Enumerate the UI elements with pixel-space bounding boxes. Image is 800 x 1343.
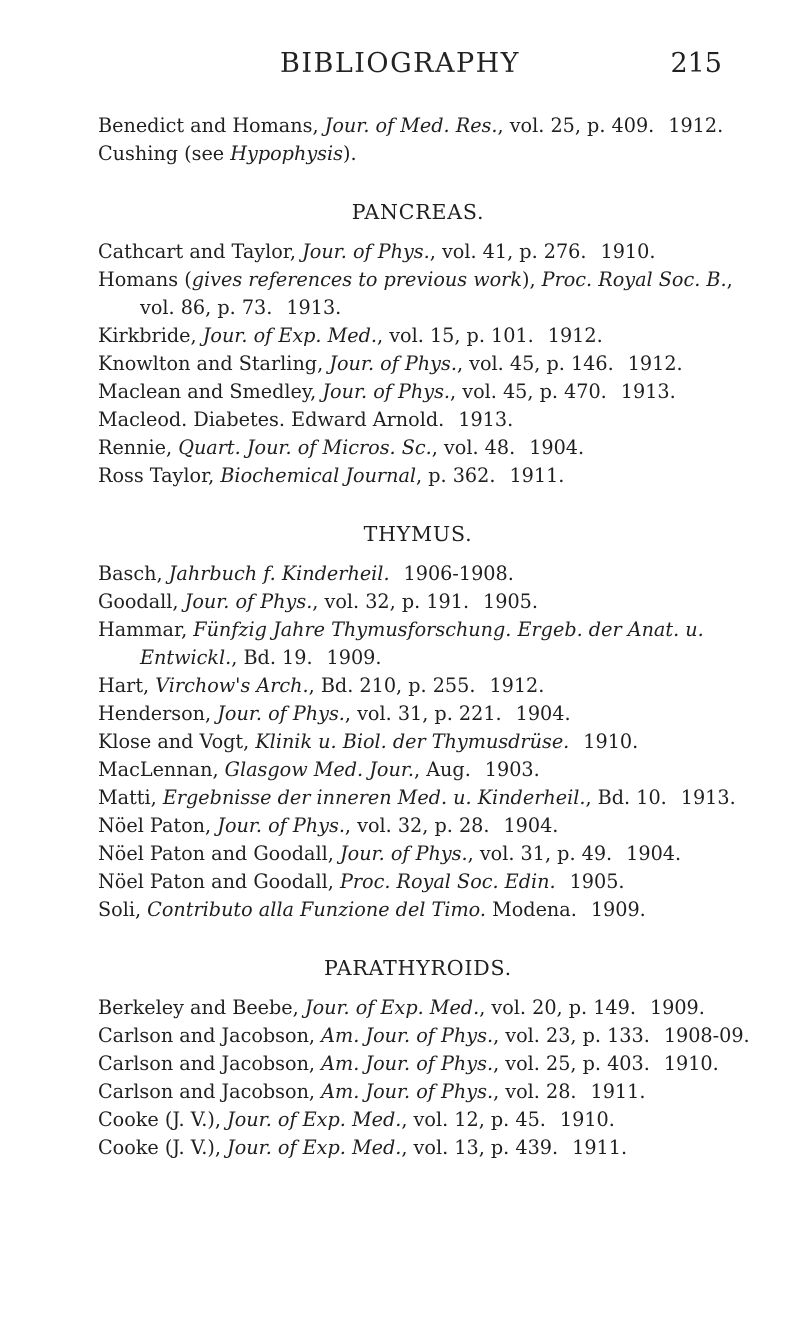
page-number: 215 — [670, 48, 722, 79]
entry-title: Hypophysis — [230, 142, 343, 165]
entry-author: Nöel Paton, — [98, 814, 218, 837]
bibliography-entry — [98, 406, 738, 434]
entry-title: Jour. of Exp. Med. — [227, 1136, 402, 1159]
entry-author: Maclean and Smedley, — [98, 380, 323, 403]
entry-year: 1913. — [458, 408, 514, 431]
bibliography-entry — [98, 868, 738, 896]
entry-title: Am. Jour. of Phys. — [321, 1024, 494, 1047]
section-heading: PANCREAS. — [351, 200, 485, 224]
bibliography-entry — [98, 840, 738, 868]
entry-year: 1904. — [515, 702, 571, 725]
entry-title: Jour. of Phys. — [329, 352, 457, 375]
bibliography-entry — [98, 112, 738, 140]
bibliography-entry — [98, 322, 738, 350]
bibliography-entry — [98, 784, 738, 812]
entry-author: Henderson, — [98, 702, 218, 725]
entry-author: Knowlton and Starling, — [98, 352, 330, 375]
entry-author: Soli, — [98, 898, 148, 921]
entry-author: Ross Taylor, — [98, 464, 221, 487]
bibliography-entry — [98, 756, 738, 784]
entry-detail: , vol. 32, p. 28. — [344, 814, 490, 837]
bibliography-entry — [98, 378, 738, 406]
bibliography-entry — [98, 350, 738, 378]
entry-title: Jour. of Phys. — [339, 842, 468, 865]
bibliography-entry — [98, 560, 738, 588]
entry-author: Cathcart and Taylor, — [98, 240, 303, 263]
entry-title: Jour. of Phys. — [322, 380, 451, 403]
entry-author: Kirkbride, — [98, 324, 203, 347]
bibliography-entry — [98, 1134, 738, 1162]
entry-author: Carlson and Jacobson, — [98, 1080, 322, 1103]
bibliography-content — [98, 112, 750, 1162]
entry-year: 1905. — [483, 590, 538, 613]
entry-year: 1904. — [529, 436, 585, 459]
entry-year: 1913. — [286, 296, 342, 319]
entry-author: Berkeley and Beebe, — [98, 996, 305, 1019]
entry-year: 1909. — [326, 646, 382, 669]
entry-detail: , vol. 25, p. 403. — [493, 1052, 650, 1075]
entry-title: Proc. Royal Soc. B. — [541, 268, 727, 291]
entry-detail: , Bd. 19. — [231, 646, 313, 669]
entry-detail: , vol. 20, p. 149. — [479, 996, 636, 1019]
entry-title: Quart. Jour. of Micros. Sc. — [178, 436, 432, 459]
bibliography-entry — [98, 700, 738, 728]
running-title: BIBLIOGRAPHY — [279, 48, 520, 79]
entry-detail: , vol. 28. — [493, 1080, 577, 1103]
entry-detail: ), — [521, 268, 542, 291]
entry-detail: , vol. 23, p. 133. — [493, 1024, 650, 1047]
entry-detail: , Bd. 10. — [585, 786, 667, 809]
entry-year: 1910. — [663, 1052, 719, 1075]
entry-author: Hart, — [98, 674, 156, 697]
entry-author: Rennie, — [98, 436, 179, 459]
entry-title: Am. Jour. of Phys. — [321, 1052, 494, 1075]
entry-author: Basch, — [98, 562, 169, 585]
entry-year: 1912. — [627, 352, 683, 375]
entry-author: Cooke (J. V.), — [98, 1136, 228, 1159]
entry-year: 1905. — [569, 870, 625, 893]
entry-title: Jour. of Phys. — [302, 240, 430, 263]
entry-title: Fünfzig Jahre Thymusforschung. Ergeb. der Anat. u. — [193, 618, 704, 641]
entry-author: Nöel Paton and Goodall, — [98, 870, 340, 893]
bibliography-entry — [98, 1106, 738, 1134]
entry-detail: , vol. 31, p. 49. — [467, 842, 613, 865]
entry-author: MacLennan, — [98, 758, 225, 781]
entry-author: Nöel Paton and Goodall, — [98, 842, 340, 865]
entry-continuation — [98, 644, 738, 672]
entry-year: 1912. — [547, 324, 603, 347]
entry-year: 1904. — [503, 814, 559, 837]
entry-detail: , p. 362. — [416, 464, 496, 487]
bibliography-entry — [98, 238, 738, 266]
entry-year: 1911. — [509, 464, 565, 487]
entry-continuation — [98, 294, 738, 322]
entry-title: Jour. of Exp. Med. — [304, 996, 480, 1019]
entry-year: 1910. — [600, 240, 656, 263]
entry-author: Benedict and Homans, — [98, 114, 325, 137]
entry-year: 1909. — [590, 898, 646, 921]
entry-year: 1911. — [572, 1136, 628, 1159]
entry-detail: , vol. 32, p. 191. — [312, 590, 470, 613]
entry-title: Virchow's Arch. — [155, 674, 309, 697]
entry-title: Jour. of Phys. — [217, 814, 345, 837]
entry-title: Jour. of Phys. — [184, 590, 313, 613]
section-heading: PARATHYROIDS. — [324, 956, 512, 980]
entry-author: Carlson and Jacobson, — [98, 1052, 322, 1075]
entry-title: Jour. of Exp. Med. — [227, 1108, 402, 1131]
entry-year: 1903. — [484, 758, 540, 781]
entry-year: 1904. — [626, 842, 682, 865]
entry-title: Ergebnisse der inneren Med. u. Kinderheil. — [162, 786, 586, 809]
entry-title: Jour. of Med. Res. — [324, 114, 498, 137]
entry-year: 1909. — [649, 996, 705, 1019]
bibliography-entry — [98, 994, 738, 1022]
entry-detail: , vol. 48. — [431, 436, 516, 459]
entry-detail: , vol. 13, p. 439. — [401, 1136, 559, 1159]
entry-author: Cooke (J. V.), — [98, 1108, 228, 1131]
bibliography-entry — [98, 896, 738, 924]
entry-author: Hammar, — [98, 618, 194, 641]
entry-year: 1912. — [668, 114, 724, 137]
entry-year: 1906-1908. — [403, 562, 514, 585]
bibliography-entry — [98, 728, 738, 756]
running-head — [0, 48, 800, 88]
entry-author: Goodall, — [98, 590, 185, 613]
entry-author: Homans ( — [98, 268, 192, 291]
entry-title: Entwickl. — [140, 646, 232, 669]
entry-title: Contributo alla Funzione del Timo. — [147, 898, 486, 921]
entry-detail: , — [726, 268, 733, 291]
entry-year: 1910. — [559, 1108, 615, 1131]
entry-year: 1913. — [620, 380, 676, 403]
entry-detail: , vol. 31, p. 221. — [344, 702, 502, 725]
entry-year: 1910. — [583, 730, 639, 753]
bibliography-entry — [98, 434, 738, 462]
bibliography-entry — [98, 462, 738, 490]
entry-author: Matti, — [98, 786, 163, 809]
entry-author: Carlson and Jacobson, — [98, 1024, 322, 1047]
entry-title: Glasgow Med. Jour. — [224, 758, 414, 781]
section-heading: THYMUS. — [363, 522, 473, 546]
entry-year: 1913. — [680, 786, 736, 809]
entry-detail: , vol. 25, p. 409. — [497, 114, 655, 137]
entry-title: Proc. Royal Soc. Edin. — [339, 870, 556, 893]
entry-year: 1912. — [489, 674, 545, 697]
entry-author: Cushing (see — [98, 142, 231, 165]
entry-title: Jour. of Exp. Med. — [202, 324, 378, 347]
entry-detail: , vol. 12, p. 45. — [401, 1108, 546, 1131]
entry-title: Jour. of Phys. — [217, 702, 345, 725]
entry-title: gives references to previous work — [191, 268, 522, 291]
entry-detail: ). — [342, 142, 357, 165]
bibliography-entry — [98, 672, 738, 700]
entry-author: vol. 86, p. 73. — [140, 296, 273, 319]
bibliography-entry — [98, 1050, 738, 1078]
entry-year: 1908-09. — [663, 1024, 750, 1047]
entry-title: Biochemical Journal — [220, 464, 417, 487]
entry-author: Klose and Vogt, — [98, 730, 256, 753]
entry-title: Klinik u. Biol. der Thymusdrüse. — [255, 730, 570, 753]
entry-detail: , Aug. — [414, 758, 471, 781]
entry-title: Jahrbuch f. Kinderheil. — [168, 562, 390, 585]
bibliography-entry — [98, 588, 738, 616]
bibliography-entry — [98, 812, 738, 840]
bibliography-entry — [98, 1078, 738, 1106]
bibliography-entry — [98, 616, 738, 644]
entry-author: Macleod. Diabetes. Edward Arnold. — [98, 408, 445, 431]
bibliography-entry — [98, 266, 738, 294]
bibliography-entry — [98, 140, 738, 168]
bibliography-entry — [98, 1022, 750, 1050]
entry-detail: , vol. 15, p. 101. — [377, 324, 534, 347]
entry-detail: , vol. 45, p. 470. — [450, 380, 607, 403]
entry-detail: , vol. 45, p. 146. — [456, 352, 614, 375]
entry-title: Am. Jour. of Phys. — [321, 1080, 494, 1103]
entry-year: 1911. — [590, 1080, 646, 1103]
entry-detail: Modena. — [486, 898, 577, 921]
entry-detail: , Bd. 210, p. 255. — [308, 674, 476, 697]
entry-detail: , vol. 41, p. 276. — [429, 240, 587, 263]
